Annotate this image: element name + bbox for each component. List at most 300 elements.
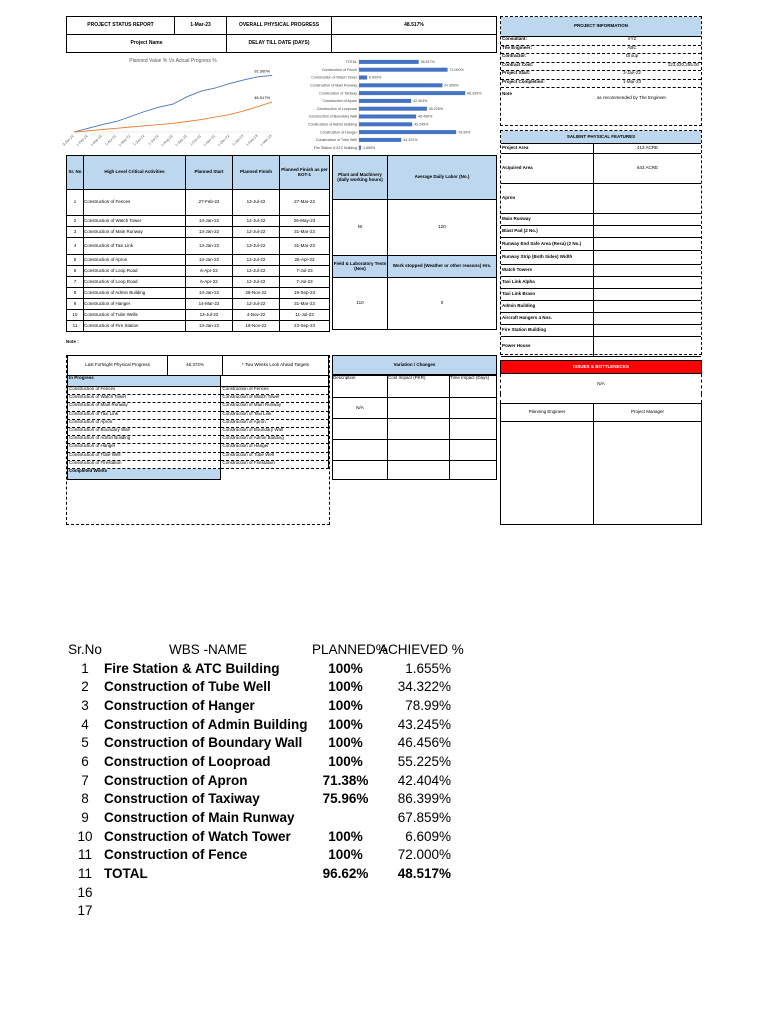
report-label: PROJECT STATUS REPORT bbox=[67, 17, 175, 35]
delay-label: DELAY TILL DATE (DAYS) bbox=[227, 35, 332, 53]
wbs-achieved: 55.225% bbox=[397, 753, 451, 769]
activity-planned-start: 13-Jan-22 bbox=[186, 216, 233, 227]
wbs-row bbox=[66, 659, 466, 678]
salient-value bbox=[594, 265, 701, 276]
wbs-planned: 100% bbox=[328, 753, 363, 769]
activity-planned-start: 6-Apr-22 bbox=[186, 266, 233, 277]
activity-eot-finish: 19-Sep-23 bbox=[280, 288, 330, 299]
salient-label: Runway End Safe Area (Resa) (2 No.) bbox=[501, 238, 594, 250]
activity-planned-finish: 12-Jul-22 bbox=[233, 266, 280, 277]
activity-planned-finish: 28-Nov-22 bbox=[233, 288, 280, 299]
target-item: Construction of Fences bbox=[221, 387, 329, 395]
wbs-col-planned: PLANNED% bbox=[312, 641, 388, 657]
col-planned-finish: Planned Finish bbox=[233, 156, 280, 190]
actual-point bbox=[102, 129, 103, 130]
wbs-sr-no: 6 bbox=[81, 753, 89, 769]
activity-name: Construction of Main Runway bbox=[84, 227, 186, 238]
project-info-label: Consultant: bbox=[502, 36, 527, 41]
activity-planned-finish: 12-Jul-22 bbox=[233, 299, 280, 310]
wbs-sr-no: 5 bbox=[81, 735, 89, 751]
project-info-label: Project Completion: bbox=[502, 78, 545, 84]
salient-label: Aircraft Hangers 4 Nos. bbox=[501, 313, 594, 324]
salient-label: Taxi Link Alpha bbox=[501, 277, 594, 288]
wbs-name: Construction of Tube Well bbox=[104, 679, 271, 695]
target-item: Construction of Watch Tower bbox=[221, 395, 329, 403]
project-info-row bbox=[501, 46, 701, 55]
planned-point bbox=[215, 88, 216, 89]
wbs-name: Fire Station & ATC Building bbox=[104, 660, 280, 676]
activity-planned-finish: 13-Jul-22 bbox=[233, 190, 280, 216]
bar-value-label: 86.399% bbox=[467, 91, 482, 96]
target-item: Construction of Main Runway bbox=[221, 403, 329, 411]
labor-value: 120 bbox=[388, 200, 497, 256]
wbs-achieved: 1.655% bbox=[405, 660, 451, 676]
wbs-achieved: 67.859% bbox=[397, 810, 451, 826]
bar bbox=[359, 146, 361, 150]
salient-row bbox=[501, 325, 701, 337]
activity-sr-no: 11 bbox=[67, 321, 84, 332]
actual-point bbox=[173, 123, 174, 124]
salient-value bbox=[594, 313, 701, 324]
wbs-row bbox=[66, 902, 466, 921]
salient-label: Apron bbox=[501, 184, 594, 213]
salient-label: Blast Pad (2 No.) bbox=[501, 226, 594, 237]
bar-value-label: 55.225% bbox=[428, 106, 444, 111]
planning-engineer-label: Planning Engineer bbox=[501, 404, 593, 422]
bar-value-label: 72.000% bbox=[449, 67, 464, 72]
wbs-row bbox=[66, 677, 466, 696]
two-weeks-label: * Two Weeks Look Ahead Targets bbox=[241, 362, 310, 368]
salient-label: Fire Station Building bbox=[501, 325, 594, 336]
activity-row bbox=[67, 299, 330, 310]
actual-point bbox=[130, 127, 131, 128]
bar bbox=[359, 107, 427, 111]
actual-point bbox=[144, 126, 145, 127]
wbs-sr-no: 11 bbox=[77, 847, 92, 863]
wbs-sr-no: 7 bbox=[81, 772, 89, 788]
variation-cost-col: Cost Impact (PKR) bbox=[388, 376, 450, 398]
activity-planned-start: 13-Jan-22 bbox=[186, 238, 233, 255]
bar-category-label: Construction of Fence bbox=[321, 67, 357, 72]
salient-value bbox=[594, 337, 701, 356]
bar-category-label: Fire Station & ATC Building bbox=[313, 145, 357, 150]
planned-point bbox=[102, 124, 103, 125]
labor-label: Average Daily Labor (No.) bbox=[388, 156, 497, 200]
bar bbox=[359, 83, 442, 87]
activity-name: Construction of Hanger bbox=[84, 299, 186, 310]
project-info-label: Contract Cost: bbox=[502, 61, 534, 67]
activity-eot-finish: 31-Mar-23 bbox=[280, 299, 330, 310]
project-info-value: 3-Jan-22 bbox=[623, 70, 641, 75]
activity-eot-finish: 11-Jul-23 bbox=[280, 310, 330, 321]
work-stopped-label: Work stopped (Weather or other reasons) Hrs. bbox=[388, 256, 497, 278]
activity-sr-no: 10 bbox=[67, 310, 84, 321]
salient-row bbox=[501, 277, 701, 289]
line-x-tick: 1-May-22 bbox=[117, 133, 132, 148]
bar bbox=[359, 68, 448, 72]
in-progress-item: Construction of Watch Tower bbox=[67, 395, 221, 403]
salient-value bbox=[594, 251, 701, 264]
activity-sr-no: 2 bbox=[67, 216, 84, 227]
wbs-header-row bbox=[66, 640, 466, 659]
activity-planned-finish: 12-Jul-22 bbox=[233, 277, 280, 288]
salient-label: Project Area bbox=[501, 144, 594, 153]
in-progress-item: Construction of Hanger bbox=[67, 444, 221, 452]
planned-end-label: 91.300% bbox=[254, 68, 270, 74]
target-item: Construction of Apron bbox=[221, 420, 329, 428]
planned-point bbox=[130, 116, 131, 117]
wbs-name: Construction of Hanger bbox=[104, 697, 255, 713]
project-info-value: as recommended by The Engineer. bbox=[597, 95, 667, 100]
activity-name: Construction of Fences bbox=[84, 190, 186, 216]
actual-point bbox=[258, 106, 259, 107]
project-info-label: Project Start: bbox=[502, 70, 531, 75]
wbs-summary-table bbox=[66, 640, 466, 920]
activity-sr-no: 1 bbox=[67, 190, 84, 216]
wbs-planned: 100% bbox=[328, 697, 363, 713]
target-item: Construction of Firestation bbox=[221, 461, 329, 469]
activity-row bbox=[67, 227, 330, 238]
activity-planned-start: 14-Mar-22 bbox=[186, 299, 233, 310]
wbs-sr-no: 10 bbox=[77, 828, 93, 844]
project-info-label: Note bbox=[502, 91, 512, 96]
planned-point bbox=[159, 107, 160, 108]
activity-planned-finish: 12-Jul-22 bbox=[233, 216, 280, 227]
salient-row bbox=[501, 154, 701, 184]
salient-row bbox=[501, 337, 701, 357]
wbs-row bbox=[66, 883, 466, 902]
wbs-sr-no: 4 bbox=[81, 716, 89, 732]
salient-row bbox=[501, 313, 701, 325]
in-progress-item: Construction of Admin Building bbox=[67, 436, 221, 444]
project-manager-label: Project Manager bbox=[594, 404, 701, 422]
wbs-sr-no: 3 bbox=[81, 697, 89, 713]
bar-value-label: 42.404% bbox=[413, 99, 428, 104]
activity-row bbox=[67, 255, 330, 266]
bar bbox=[359, 76, 367, 80]
resources-panel bbox=[332, 155, 497, 330]
salient-label: Power House bbox=[501, 337, 594, 356]
last-fortnight-value: 46.372% bbox=[168, 356, 223, 375]
wbs-planned: 100% bbox=[328, 716, 363, 732]
wbs-planned: 100% bbox=[328, 679, 363, 695]
bar-category-label: Construction of Boundary Wall bbox=[308, 114, 357, 119]
wbs-planned: 75.96% bbox=[322, 791, 369, 807]
line-chart-svg bbox=[61, 54, 280, 154]
wbs-name: Construction of Main Runway bbox=[104, 810, 295, 826]
activity-planned-finish: 13-Jul-22 bbox=[233, 238, 280, 255]
salient-value bbox=[594, 277, 701, 288]
wbs-planned: 100% bbox=[328, 828, 363, 844]
activity-planned-start: 13-Jan-22 bbox=[186, 255, 233, 266]
report-header bbox=[66, 16, 497, 52]
bar-value-label: 6.609% bbox=[369, 75, 382, 80]
bar bbox=[359, 122, 412, 126]
planned-point bbox=[272, 75, 273, 76]
salient-label: Admin Building bbox=[501, 301, 594, 312]
salient-label: Watch Towers bbox=[501, 265, 594, 276]
planned-point bbox=[258, 77, 259, 78]
bar-value-label: 67.859% bbox=[444, 83, 459, 88]
wbs-achieved: 48.517% bbox=[397, 866, 451, 882]
wbs-achieved: 6.609% bbox=[405, 828, 451, 844]
salient-value bbox=[594, 289, 701, 300]
bar bbox=[359, 99, 411, 103]
activity-name: Construction of Apron bbox=[84, 255, 186, 266]
bar-value-label: 43.245% bbox=[414, 122, 429, 127]
wbs-planned: 100% bbox=[328, 735, 363, 751]
activity-planned-start: 13-Jan-22 bbox=[186, 288, 233, 299]
completed-works-label: Completed Works bbox=[67, 469, 221, 480]
activity-eot-finish: 23-Sep-23 bbox=[280, 321, 330, 332]
wbs-col-achieved: ACHIEVED % bbox=[379, 641, 464, 657]
activity-sr-no: 7 bbox=[67, 277, 84, 288]
salient-value bbox=[594, 226, 701, 237]
wbs-name: Construction of Admin Building bbox=[104, 716, 308, 732]
in-progress-item: Construction of Main Runway bbox=[67, 403, 221, 411]
salient-value: 413 ACRE bbox=[636, 145, 658, 151]
actual-end-label: 48.517% bbox=[254, 94, 270, 100]
col-sr-no: Sr. No bbox=[67, 156, 84, 190]
project-info-value: XYZ bbox=[627, 36, 637, 41]
activity-name: Construction of Loop Road bbox=[84, 277, 186, 288]
project-info-value: ABC bbox=[627, 44, 637, 50]
project-info-row bbox=[501, 88, 701, 117]
wbs-name: Construction of Boundary Wall bbox=[104, 735, 303, 751]
bar-category-label: Construction of Main Runway bbox=[310, 83, 357, 88]
actual-point bbox=[201, 119, 202, 120]
wbs-row bbox=[66, 771, 466, 790]
line-x-tick: 1-Sep-22 bbox=[174, 133, 188, 148]
line-x-tick: 1-Mar-23 bbox=[259, 133, 273, 148]
wbs-achieved: 46.456% bbox=[397, 735, 451, 751]
bar-category-label: Construction of Looproad bbox=[316, 106, 357, 111]
wbs-sr-no: 17 bbox=[77, 903, 93, 919]
actual-progress-line bbox=[74, 102, 272, 132]
salient-label: Main Runway bbox=[501, 214, 594, 225]
salient-row bbox=[501, 238, 701, 251]
salient-label: Runway Strip (Both Sides) Width bbox=[501, 251, 594, 264]
activity-planned-finish: 12-Jul-22 bbox=[233, 227, 280, 238]
wbs-sr-no: 16 bbox=[77, 884, 93, 900]
activities-table bbox=[66, 155, 330, 345]
project-information-panel bbox=[500, 16, 702, 126]
bar-category-label: TOTAL bbox=[345, 60, 357, 65]
activity-row bbox=[67, 321, 330, 332]
wbs-achieved: 34.322% bbox=[397, 679, 451, 695]
actual-point bbox=[88, 130, 89, 131]
project-info-value: 123,520,255.00 bbox=[667, 61, 699, 67]
salient-features-panel bbox=[500, 130, 702, 355]
activity-planned-finish: 12-Jul-22 bbox=[233, 255, 280, 266]
variation-time-col: Time Impact (Days) bbox=[450, 376, 497, 398]
wbs-progress-bar-chart bbox=[282, 54, 497, 154]
wbs-achieved: 42.404% bbox=[397, 772, 451, 788]
overall-progress-value: 48.517% bbox=[332, 17, 497, 35]
activity-row bbox=[67, 310, 330, 321]
wbs-name: Construction of Fence bbox=[104, 847, 248, 863]
activity-sr-no: 6 bbox=[67, 266, 84, 277]
bar-chart-svg bbox=[282, 54, 497, 154]
activity-eot-finish: 26-May-23 bbox=[280, 216, 330, 227]
line-x-tick: 1-Dec-22 bbox=[216, 133, 231, 148]
tests-value: 110 bbox=[333, 278, 388, 330]
actual-point bbox=[272, 102, 273, 103]
wbs-achieved: 43.245% bbox=[397, 716, 451, 732]
variation-value: N/A bbox=[333, 398, 388, 419]
planned-point bbox=[144, 111, 145, 112]
line-x-tick: 1-Nov-22 bbox=[202, 133, 217, 148]
variation-description-col: Description bbox=[333, 376, 388, 398]
bar-category-label: Construction of Apron bbox=[322, 99, 357, 104]
wbs-name: Construction of Watch Tower bbox=[104, 828, 291, 844]
wbs-row bbox=[66, 846, 466, 865]
actual-point bbox=[215, 117, 216, 118]
project-info-row bbox=[501, 63, 701, 72]
wbs-planned: 71.38% bbox=[322, 772, 369, 788]
activity-planned-start: 13-Jul-22 bbox=[186, 310, 233, 321]
activity-planned-start: 27-Feb-22 bbox=[186, 190, 233, 216]
salient-row bbox=[501, 251, 701, 265]
activity-planned-start: 13-Jan-22 bbox=[186, 321, 233, 332]
in-progress-item: Construction of Tube Well bbox=[67, 453, 221, 461]
activity-sr-no: 4 bbox=[67, 238, 84, 255]
bar bbox=[359, 138, 401, 142]
planned-point bbox=[201, 91, 202, 92]
bar-category-label: Construction of Taxiway bbox=[319, 91, 357, 96]
in-progress-item: Construction of Taxi Link bbox=[67, 412, 221, 420]
wbs-sr-no: 1 bbox=[81, 660, 89, 676]
salient-label: Acquired Area bbox=[501, 154, 594, 183]
activity-name: Construction of Loop Road bbox=[84, 266, 186, 277]
wbs-achieved: 72.000% bbox=[397, 847, 451, 863]
project-info-row bbox=[501, 80, 701, 89]
bar-category-label: Construction of Admin Building bbox=[308, 122, 357, 127]
issues-panel bbox=[500, 360, 702, 525]
target-item: Construction of Hanger bbox=[221, 444, 329, 452]
activity-sr-no: 5 bbox=[67, 255, 84, 266]
salient-value: 643 ACRE bbox=[636, 165, 658, 171]
activity-row bbox=[67, 277, 330, 288]
activity-name: Construction of Fire Station bbox=[84, 321, 186, 332]
project-info-value: 1-Mar-23 bbox=[622, 78, 642, 84]
activity-name: Construction of Admin Building bbox=[84, 288, 186, 299]
activity-row bbox=[67, 238, 330, 255]
last-fortnight-label: Last Fortnight Physical Progress bbox=[68, 356, 168, 375]
bar bbox=[359, 115, 416, 119]
bar-value-label: 1.655% bbox=[363, 145, 376, 150]
bar-value-label: 34.322% bbox=[403, 138, 418, 143]
activity-row bbox=[67, 190, 330, 216]
target-item: Construction of Tube Well bbox=[221, 453, 329, 461]
line-x-tick: 1-Jan-23 bbox=[231, 133, 245, 147]
line-x-tick: 1-Apr-22 bbox=[104, 133, 118, 147]
line-x-tick: 1-Aug-22 bbox=[160, 133, 174, 148]
activity-row bbox=[67, 288, 330, 299]
tests-label: Field & Laboratory Tests (Nos) bbox=[333, 256, 388, 278]
col-planned-start: Planned Start bbox=[186, 156, 233, 190]
salient-label: Taxi Link Bravo bbox=[501, 289, 594, 300]
activity-eot-finish: 7-Jul-23 bbox=[280, 266, 330, 277]
variation-title: Variation / Changes bbox=[332, 355, 497, 375]
salient-value bbox=[594, 214, 701, 225]
wbs-col-srno: Sr.No bbox=[68, 641, 102, 657]
wbs-achieved: 86.399% bbox=[397, 791, 451, 807]
project-info-value: Group bbox=[625, 53, 639, 58]
wbs-planned: 96.62% bbox=[322, 866, 369, 882]
col-planned-finish-eot: Planned Finish as per EOT-1 bbox=[280, 156, 330, 190]
activity-sr-no: 3 bbox=[67, 227, 84, 238]
wbs-sr-no: 8 bbox=[81, 791, 89, 807]
bar-category-label: Construction of Hanger bbox=[320, 130, 357, 135]
wbs-row bbox=[66, 864, 466, 883]
line-x-tick: 1-Feb-22 bbox=[75, 133, 89, 148]
wbs-achieved: 78.99% bbox=[405, 697, 451, 713]
planned-vs-actual-chart bbox=[61, 54, 280, 154]
wbs-name: TOTAL bbox=[104, 866, 148, 882]
planned-point bbox=[116, 121, 117, 122]
bar-category-label: Construction of Watch Tower bbox=[311, 75, 357, 80]
in-progress-item: Construction of Boundary Wall bbox=[67, 428, 221, 436]
wbs-row bbox=[66, 827, 466, 846]
wbs-sr-no: 11 bbox=[77, 866, 92, 882]
work-stopped-value: 0 bbox=[388, 278, 497, 330]
activity-planned-start: 6-Apr-22 bbox=[186, 277, 233, 288]
activity-name: Construction of Watch Tower bbox=[84, 216, 186, 227]
overall-progress-label: OVERALL PHYSICAL PROGRESS bbox=[227, 17, 332, 35]
wbs-planned: 100% bbox=[328, 660, 363, 676]
actual-point bbox=[243, 111, 244, 112]
salient-row bbox=[501, 265, 701, 277]
wbs-row bbox=[66, 733, 466, 752]
target-item: Construction of Admin Building bbox=[221, 436, 329, 444]
wbs-name: Construction of Taxiway bbox=[104, 791, 260, 807]
wbs-row bbox=[66, 790, 466, 809]
machinery-label: Plant and Machinery (daily working hours) bbox=[333, 156, 388, 200]
wbs-row bbox=[66, 808, 466, 827]
wbs-planned: 100% bbox=[328, 847, 363, 863]
bar-category-label: Construction of Tube Well bbox=[315, 138, 357, 143]
machinery-value: Nr bbox=[333, 200, 388, 256]
activity-row bbox=[67, 216, 330, 227]
project-name-label: Project Name bbox=[67, 35, 227, 53]
actual-point bbox=[74, 132, 75, 133]
target-item: Construction of Boundary Wall bbox=[221, 428, 329, 436]
note-label: Note : bbox=[66, 339, 79, 344]
lookahead-panel bbox=[66, 355, 330, 525]
salient-value bbox=[594, 238, 701, 250]
wbs-row bbox=[66, 752, 466, 771]
salient-value bbox=[594, 325, 701, 336]
col-activity: High Level Critical Activities bbox=[84, 156, 186, 190]
report-date: 1-Mar-23 bbox=[175, 17, 227, 35]
wbs-sr-no: 9 bbox=[81, 810, 89, 826]
salient-row bbox=[501, 184, 701, 214]
wbs-col-name: WBS -NAME bbox=[168, 641, 247, 657]
salient-value bbox=[594, 184, 701, 213]
line-x-tick: 1-Mar-22 bbox=[89, 133, 103, 148]
in-progress-item: Construction of Apron bbox=[67, 420, 221, 428]
activity-row bbox=[67, 266, 330, 277]
activity-eot-finish: 27-Mar-23 bbox=[280, 190, 330, 216]
bar-value-label: 48.517% bbox=[420, 60, 435, 65]
wbs-sr-no: 2 bbox=[81, 679, 89, 695]
salient-row bbox=[501, 289, 701, 301]
activity-sr-no: 9 bbox=[67, 299, 84, 310]
bar bbox=[359, 91, 465, 95]
line-x-tick: 1-Oct-22 bbox=[189, 133, 202, 147]
wbs-name: Construction of Looproad bbox=[104, 753, 271, 769]
